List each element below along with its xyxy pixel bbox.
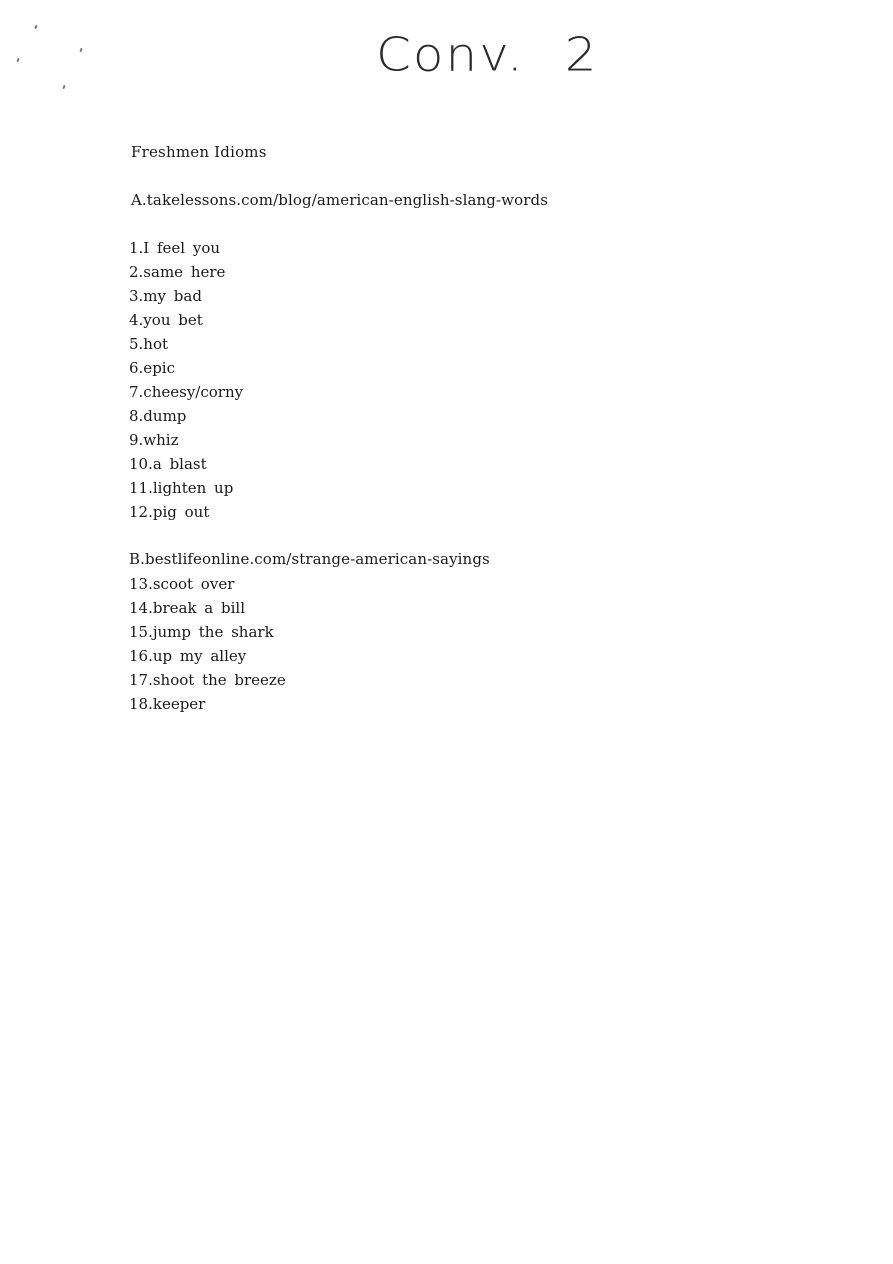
list-item: 2.same here (129, 263, 226, 281)
scan-speck (34, 25, 37, 29)
list-item: 13.scoot over (129, 575, 235, 593)
list-item: 1.I feel you (129, 239, 221, 257)
list-item: 14.break a bill (129, 599, 246, 617)
section-a-list (129, 238, 243, 526)
section-a-source: A.takelessons.com/blog/american-english-slang-words (131, 191, 549, 209)
list-item: 11.lighten up (129, 479, 234, 497)
section-b-source: B.bestlifeonline.com/strange-american-sayings (129, 550, 490, 568)
scan-speck (16, 58, 19, 62)
list-item: 4.you bet (129, 311, 203, 329)
list-item: 12.pig out (129, 503, 210, 521)
handwritten-number: 2 (564, 28, 599, 82)
document-title: Freshmen Idioms (131, 143, 267, 161)
list-item: 10.a blast (129, 455, 207, 473)
scan-speck (79, 48, 82, 52)
handwritten-heading (376, 28, 599, 81)
list-item: 7.cheesy/corny (129, 383, 244, 401)
scan-speck (62, 85, 65, 89)
handwritten-label: Conv. (376, 28, 525, 82)
section-b-list (129, 574, 286, 718)
list-item: 9.whiz (129, 431, 179, 449)
list-item: 17.shoot the breeze (129, 671, 286, 689)
list-item: 18.keeper (129, 695, 206, 713)
list-item: 8.dump (129, 407, 187, 425)
list-item: 15.jump the shark (129, 623, 274, 641)
list-item: 16.up my alley (129, 647, 247, 665)
list-item: 5.hot (129, 335, 169, 353)
list-item: 3.my bad (129, 287, 202, 305)
list-item: 6.epic (129, 359, 175, 377)
